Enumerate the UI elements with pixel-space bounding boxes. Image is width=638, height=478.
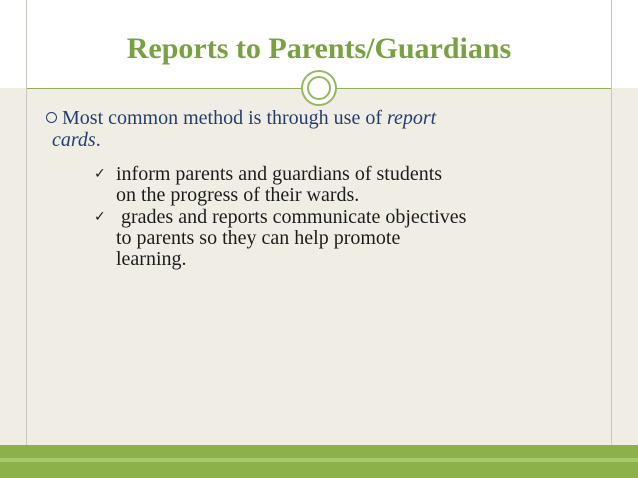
sub-bullet <box>94 164 594 206</box>
checkmark-icon: ✓ <box>94 166 106 182</box>
slide-title: Reports to Parents/Guardians <box>126 32 512 65</box>
sub-bullet-line: on the progress of their wards. <box>116 184 360 206</box>
sub-bullet <box>94 207 594 270</box>
checkmark-icon: ✓ <box>94 209 106 225</box>
main-bullet <box>46 107 586 151</box>
sub-bullet-line: grades and reports communicate objectives <box>116 206 467 228</box>
footer-strip <box>0 458 638 462</box>
ring-bullet-icon <box>46 112 57 123</box>
sub-bullet-line: to parents so they can help promote <box>116 227 401 249</box>
right-border-rule <box>611 0 612 445</box>
circle-ornament-icon <box>301 70 337 106</box>
main-bullet-line1 <box>46 107 586 129</box>
main-bullet-line2 <box>46 129 586 151</box>
main-bullet-emphasis-2: cards <box>52 129 96 151</box>
circle-ornament-inner <box>307 76 331 100</box>
sub-bullet-line: inform parents and guardians of students <box>116 163 443 185</box>
sub-bullet-line: learning. <box>116 248 187 270</box>
left-border-rule <box>26 0 27 445</box>
main-bullet-end: . <box>95 129 101 151</box>
main-bullet-emphasis-1: report <box>386 107 437 129</box>
main-bullet-text: Most common method is through use of <box>62 107 387 129</box>
